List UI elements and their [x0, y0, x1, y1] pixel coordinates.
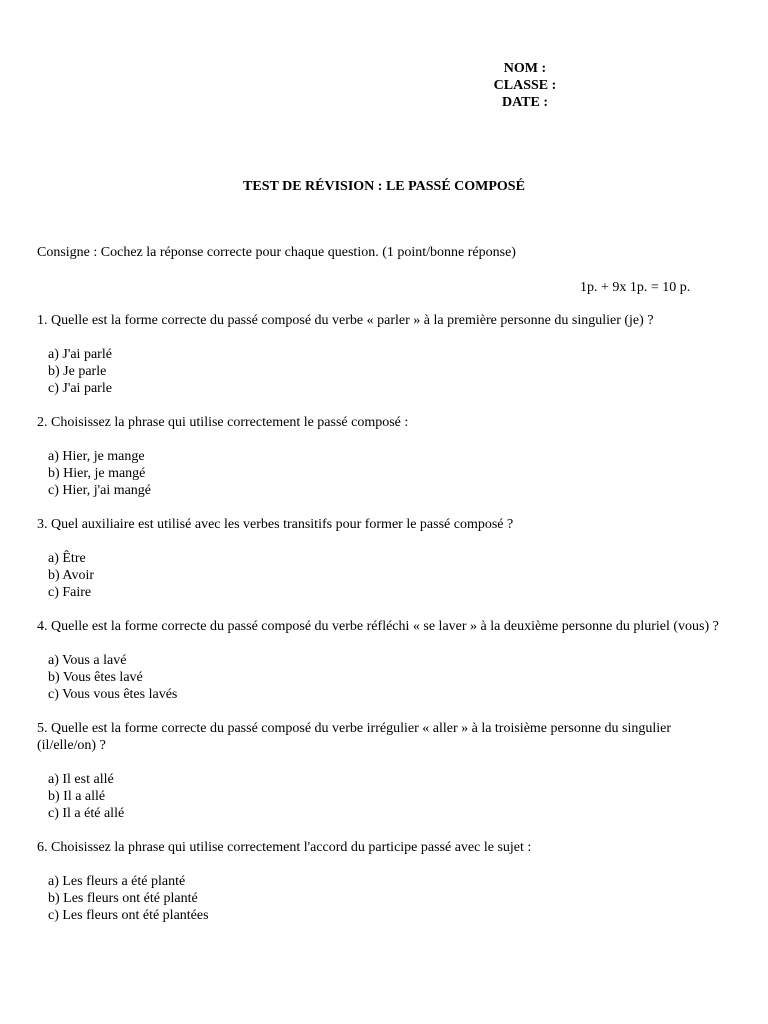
answer-option[interactable]: a) Être: [48, 551, 86, 566]
answer-options: [37, 652, 727, 703]
answer-options: [37, 873, 727, 924]
answer-option[interactable]: a) Les fleurs a été planté: [48, 874, 186, 889]
answer-option[interactable]: b) Avoir: [48, 568, 95, 583]
question-text: 6. Choisissez la phrase qui utilise correctement l'accord du participe passé avec le sujet :: [37, 840, 532, 855]
question-text: 3. Quel auxiliaire est utilisé avec les verbes transitifs pour former le passé composé ?: [37, 517, 514, 532]
scoring-text: 1p. + 9x 1p. = 10 p.: [580, 280, 691, 295]
answer-option[interactable]: a) Vous a lavé: [48, 653, 127, 668]
answer-option[interactable]: c) Il a été allé: [48, 806, 125, 821]
answer-option[interactable]: c) Hier, j'ai mangé: [48, 483, 152, 498]
instruction-text: Consigne : Cochez la réponse correcte pour chaque question. (1 point/bonne réponse): [37, 245, 516, 260]
question-4: [37, 618, 727, 703]
answer-option[interactable]: b) Il a allé: [48, 789, 106, 804]
question-list: [37, 312, 727, 941]
date-label: DATE :: [501, 95, 549, 110]
answer-option[interactable]: b) Vous êtes lavé: [48, 670, 143, 685]
answer-option[interactable]: c) J'ai parle: [48, 381, 112, 396]
answer-option[interactable]: c) Vous vous êtes lavés: [48, 687, 178, 702]
answer-options: [37, 550, 727, 601]
class-label: CLASSE :: [493, 78, 557, 93]
question-text: 4. Quelle est la forme correcte du passé composé du verbe réfléchi « se laver » à la deuxième personne du pluriel (vous) ?: [37, 619, 719, 634]
question-5: [37, 720, 727, 822]
answer-options: [37, 448, 727, 499]
question-2: [37, 414, 727, 499]
answer-options: [37, 346, 727, 397]
question-3: [37, 516, 727, 601]
question-text: 5. Quelle est la forme correcte du passé composé du verbe irrégulier « aller » à la troisième personne du singulier (il/elle/on) ?: [37, 721, 672, 753]
answer-options: [37, 771, 727, 822]
answer-option[interactable]: b) Hier, je mangé: [48, 466, 146, 481]
answer-option[interactable]: a) Hier, je mange: [48, 449, 145, 464]
question-text: 1. Quelle est la forme correcte du passé composé du verbe « parler » à la première personne du singulier (je) ?: [37, 313, 654, 328]
question-6: [37, 839, 727, 924]
question-text: 2. Choisissez la phrase qui utilise correctement le passé composé :: [37, 415, 409, 430]
answer-option[interactable]: c) Faire: [48, 585, 92, 600]
student-identity-block: [480, 60, 570, 111]
answer-option[interactable]: c) Les fleurs ont été plantées: [48, 908, 209, 923]
name-label: NOM :: [503, 61, 547, 76]
answer-option[interactable]: a) Il est allé: [48, 772, 114, 787]
answer-option[interactable]: b) Je parle: [48, 364, 107, 379]
answer-option[interactable]: b) Les fleurs ont été planté: [48, 891, 198, 906]
page-title: TEST DE RÉVISION : LE PASSÉ COMPOSÉ: [243, 179, 525, 194]
question-1: [37, 312, 727, 397]
answer-option[interactable]: a) J'ai parlé: [48, 347, 112, 362]
